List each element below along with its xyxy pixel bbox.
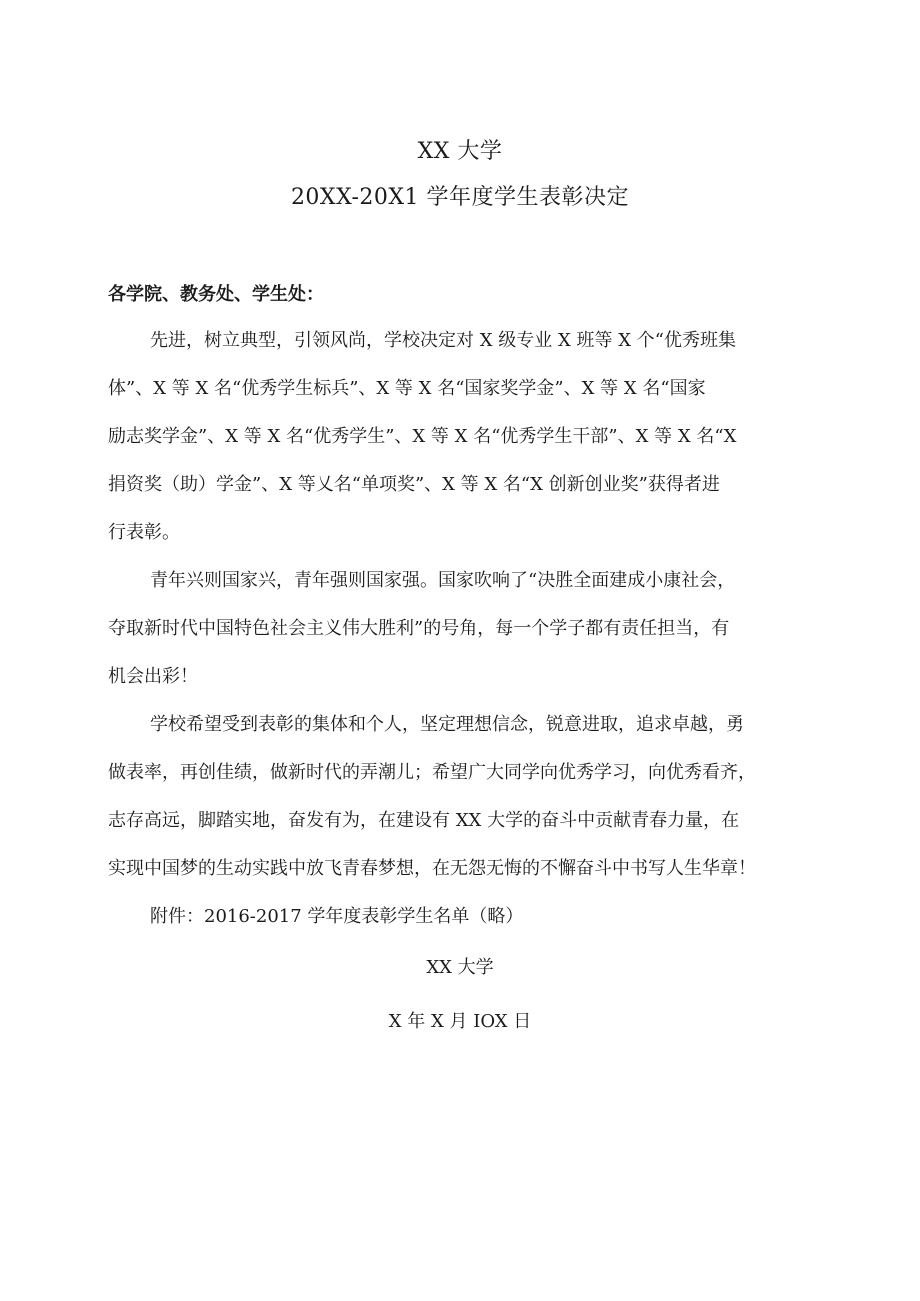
document-title: 20XX-20X1 学年度学生表彰决定 — [290, 185, 630, 210]
paragraph-1-line-4: 捐资奖（助）学金”、X 等乂名“单项奖”、X 等 X 名“X 创新创业奖”获得者进 — [108, 474, 720, 495]
paragraph-2-line-1: 青年兴则国家兴，青年强则国家强。国家吹响了“决胜全面建成小康社会， — [150, 570, 736, 591]
attachment-note: 附件：2016-2017 学年度表彰学生名单（略） — [150, 906, 524, 927]
signature-issuer: XX 大学 — [426, 957, 494, 978]
paragraph-3-line-1: 学校希望受到表彰的集体和个人，坚定理想信念，锐意进取，追求卓越，勇 — [150, 714, 744, 735]
paragraph-2-line-3: 机会出彩！ — [108, 666, 198, 687]
salutation: 各学院、教务处、学生处： — [108, 284, 324, 305]
paragraph-3-line-4: 实现中国梦的生动实践中放飞青春梦想，在无怨无悔的不懈奋斗中书写人生华章！ — [108, 858, 756, 879]
signature-date: X 年 X 月 IOX 日 — [388, 1011, 532, 1032]
paragraph-1-line-1: 先进，树立典型，引领风尚，学校决定对 X 级专业 X 班等 X 个“优秀班集 — [150, 330, 736, 351]
paragraph-2-line-2: 夺取新时代中国特色社会主义伟大胜利”的号角，每一个学子都有责任担当，有 — [108, 618, 730, 639]
paragraph-3-line-3: 志存高远，脚踏实地，奋发有为，在建设有 XX 大学的奋斗中贡献青春力量，在 — [108, 810, 740, 831]
paragraph-1-line-5: 行表彰。 — [108, 522, 180, 543]
paragraph-3-line-2: 做表率，再创佳绩，做新时代的弄潮儿；希望广大同学向优秀学习，向优秀看齐， — [108, 762, 756, 783]
paragraph-1-line-3: 励志奖学金”、X 等 X 名“优秀学生”、X 等 X 名“优秀学生干部”、X 等 X 名“X — [108, 426, 737, 447]
paragraph-1-line-2: 体”、X 等 X 名“优秀学生标兵”、X 等 X 名“国家奖学金”、X 等 X 名“国家 — [108, 378, 706, 399]
institution-title: XX 大学 — [417, 139, 503, 164]
